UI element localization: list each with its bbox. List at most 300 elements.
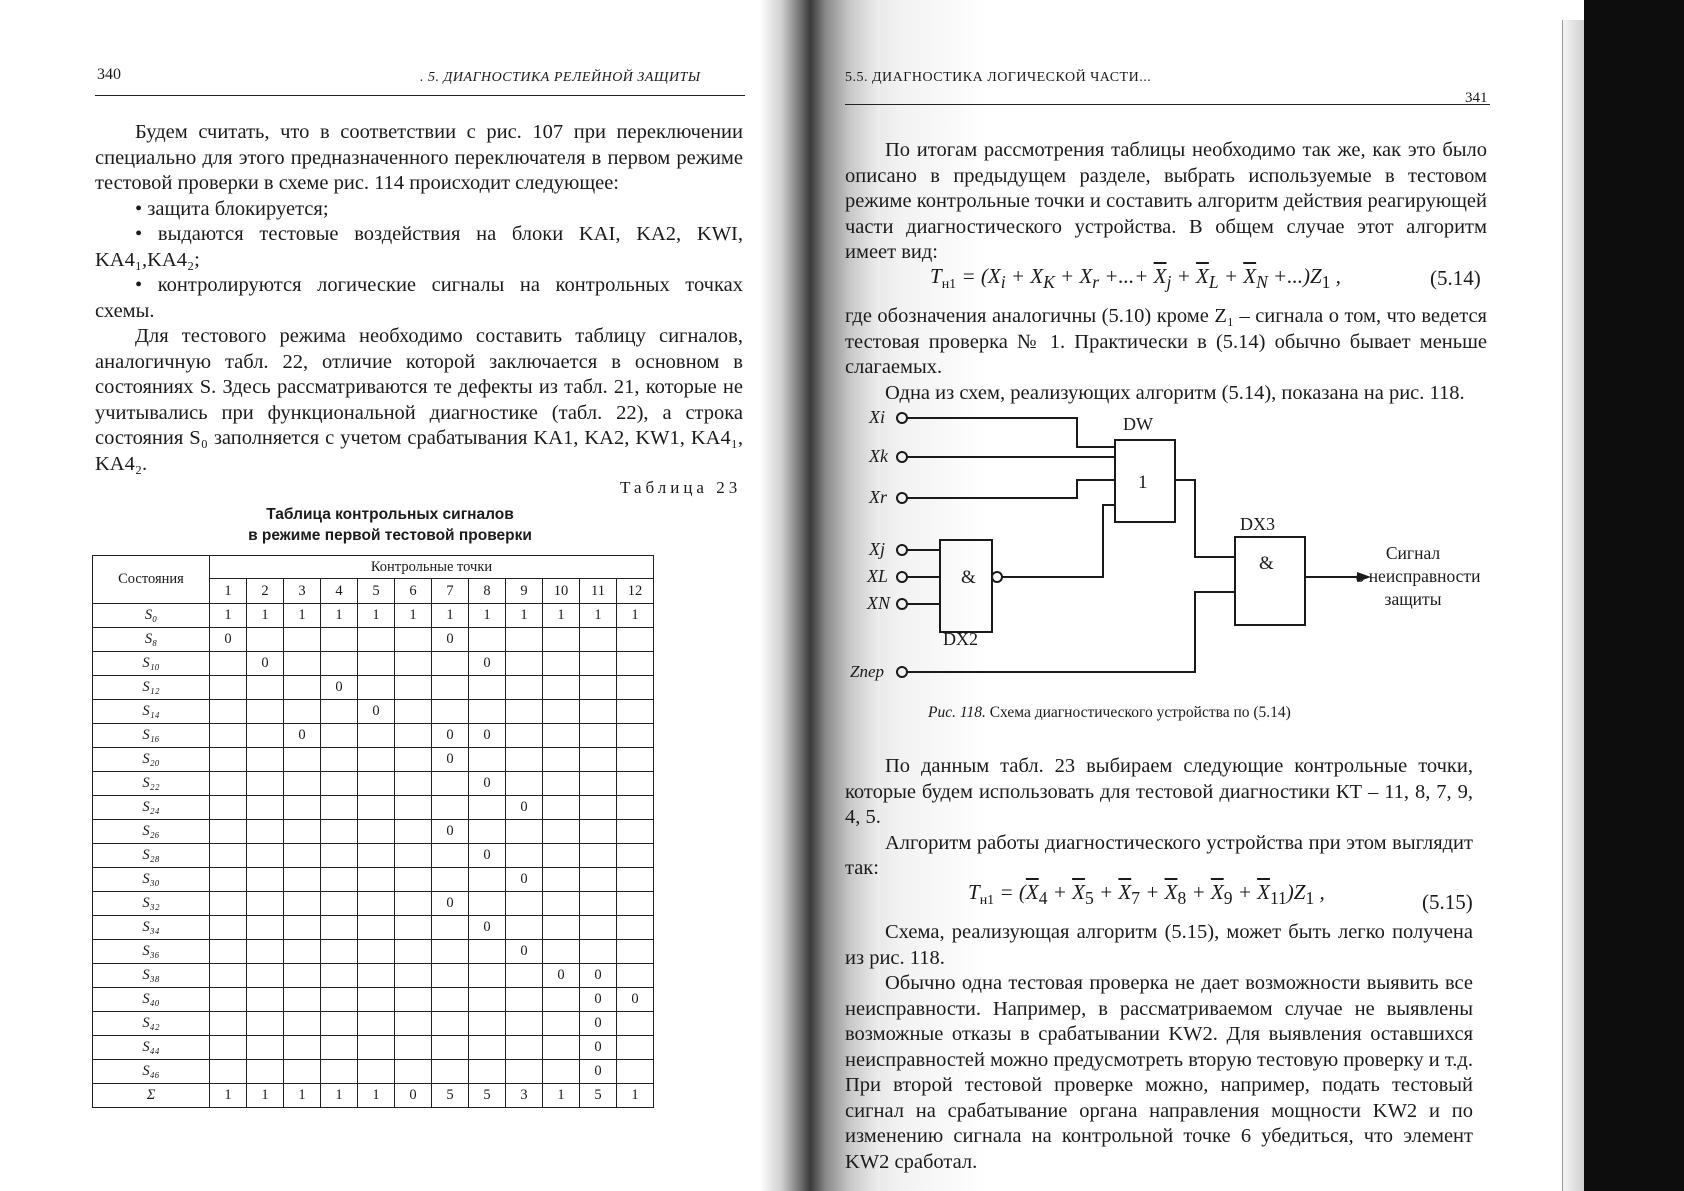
signal-cell [469,700,506,724]
signal-cell [210,676,247,700]
signal-cell: 1 [358,604,395,628]
table-row [93,892,654,916]
state-cell: S₂₂ [93,772,210,796]
signal-cell [506,1060,543,1084]
table-title [180,504,600,546]
signal-cell [506,652,543,676]
table-row [93,628,654,652]
table-row [93,772,654,796]
signal-cell [543,844,580,868]
figure-caption-text: Схема диагностического устройства по (5.14) [989,704,1291,721]
signal-cell [284,676,321,700]
figure-caption-number: Рис. 118. [928,704,986,721]
signal-cell [617,892,654,916]
signal-cell: 1 [395,604,432,628]
state-cell: S₁₀ [93,652,210,676]
signal-cell [617,700,654,724]
signal-cell [580,892,617,916]
state-cell: S₁₆ [93,724,210,748]
right-text-block-2 [845,304,1487,406]
signal-cell [469,628,506,652]
signal-cell: 5 [469,1084,506,1108]
column-number: 4 [321,579,358,604]
signal-cell [543,652,580,676]
signal-cell [358,1036,395,1060]
signal-cell [321,1036,358,1060]
inverter-bubble [992,572,1002,582]
signal-cell [617,820,654,844]
signal-cell [617,772,654,796]
signal-cell [358,988,395,1012]
signal-cell [469,940,506,964]
signal-cell [543,916,580,940]
signal-cell [395,940,432,964]
signal-cell [506,772,543,796]
gate-symbol: 1 [1138,472,1148,493]
signal-cell [321,748,358,772]
signal-cell: 0 [469,652,506,676]
signal-cell [580,676,617,700]
signal-cell [284,700,321,724]
signal-cell [321,724,358,748]
signal-cell: 0 [506,940,543,964]
signal-cell [506,964,543,988]
signal-cell [284,772,321,796]
signal-cell: 1 [284,604,321,628]
signal-cell: 0 [580,1036,617,1060]
signal-cell: 0 [506,796,543,820]
signal-cell [395,964,432,988]
signal-cell [247,772,284,796]
signal-cell [432,844,469,868]
paragraph: Будем считать, что в соответствии с рис. 107 при переключении специально для этого предназначенного переключателя в первом режиме тестовой проверки в схеме рис. 114 происходит следующее: [95,121,743,194]
signal-cell: 0 [321,676,358,700]
signal-cell [543,1036,580,1060]
signal-cell [247,988,284,1012]
signal-cell: 1 [247,1084,284,1108]
input-label: XN [867,593,891,613]
column-number: 9 [506,579,543,604]
signal-cell [321,892,358,916]
signal-cell [284,988,321,1012]
signal-cell [210,844,247,868]
signal-cell [617,748,654,772]
signal-cell: 0 [432,724,469,748]
signal-cell [321,868,358,892]
signal-cell [395,988,432,1012]
signal-cell [506,1012,543,1036]
signal-cell [358,916,395,940]
signal-cell: 0 [432,820,469,844]
input-label: XL [867,566,889,586]
signal-cell [358,748,395,772]
signal-cell [617,844,654,868]
signal-cell: 0 [469,772,506,796]
equation-number: (5.14) [1430,266,1481,290]
bullet-item: • защита блокируется; [135,197,329,220]
signal-cell: 1 [321,604,358,628]
state-cell: S₂₆ [93,820,210,844]
signal-cell [469,820,506,844]
signal-cell [469,964,506,988]
signal-cell [321,652,358,676]
signal-cell: 0 [432,748,469,772]
signal-cell [432,676,469,700]
signal-cell [321,988,358,1012]
table-row [93,724,654,748]
signal-cell [358,820,395,844]
gate-label: DX2 [943,629,978,649]
signal-cell [395,748,432,772]
signal-cell [210,820,247,844]
signal-cell [506,628,543,652]
signal-cell [580,772,617,796]
signal-cell: 1 [469,604,506,628]
state-cell: S₁₂ [93,676,210,700]
signal-cell [210,652,247,676]
input-label: Xr [869,487,887,507]
table-row [93,988,654,1012]
signal-cell [395,892,432,916]
signal-cell [543,868,580,892]
table-row [93,1012,654,1036]
state-cell: S₂₀ [93,748,210,772]
paragraph: Одна из схем, реализующих алгоритм (5.14), показана на рис. 118. [885,381,1465,404]
table-number-label: Таблица 23 [620,478,742,497]
table-row [93,748,654,772]
table-row [93,916,654,940]
signal-cell [247,892,284,916]
signal-cell [469,988,506,1012]
signal-cell [321,796,358,820]
signal-cell [321,628,358,652]
signal-cell [580,868,617,892]
column-number: 8 [469,579,506,604]
table-row [93,676,654,700]
state-cell: S₂₈ [93,844,210,868]
output-label: защиты [1384,589,1442,609]
signal-cell [617,916,654,940]
signal-cell [432,988,469,1012]
signal-cell [247,868,284,892]
state-cell: S₀ [93,604,210,628]
signal-cell [432,916,469,940]
column-number: 7 [432,579,469,604]
logic-circuit-diagram [845,405,1495,700]
signal-cell [210,868,247,892]
table-row [93,868,654,892]
signal-cell [469,892,506,916]
signal-cell [395,724,432,748]
signal-cell [543,628,580,652]
signal-cell [395,844,432,868]
signal-cell [395,1036,432,1060]
scan-border [1584,0,1684,1191]
signal-cell [617,868,654,892]
equation-number: (5.15) [1422,890,1473,914]
signal-cell [247,964,284,988]
signal-cell: 1 [321,1084,358,1108]
signal-cell [395,1012,432,1036]
signal-cell [580,916,617,940]
state-cell: S₄₀ [93,988,210,1012]
signal-cell [358,844,395,868]
control-signals-table [92,555,654,1108]
column-number: 12 [617,579,654,604]
right-text-block-3 [845,754,1473,882]
output-label: Сигнал [1385,543,1441,563]
signal-cell: 1 [617,1084,654,1108]
signal-cell [284,796,321,820]
page-number-right: 341 [1465,90,1488,106]
signal-cell: 1 [247,604,284,628]
table-row [93,820,654,844]
signal-cell: 0 [395,1084,432,1108]
signal-cell [284,820,321,844]
state-cell: Σ [93,1084,210,1108]
signal-cell: 0 [358,700,395,724]
signal-cell: 1 [210,604,247,628]
signal-cell [358,772,395,796]
table-row [93,1036,654,1060]
signal-cell: 1 [617,604,654,628]
signal-cell [617,940,654,964]
signal-cell [617,1036,654,1060]
signal-cell [321,1060,358,1084]
signal-cell [284,628,321,652]
paragraph: Для тестового режима необходимо составить таблицу сигналов, аналогичную табл. 22, отличие которой заключается в основном в состояниях S. Здесь рассматриваются те дефекты из табл. 21, которые не учитывались при функциональной диагностике (табл. 22), а строка состояния S₀ заполняется с учетом срабатывания KA1, KA2, KW1, KA4₁, KA4₂. [95,325,743,475]
signal-cell [617,628,654,652]
signal-cell [247,628,284,652]
signal-cell: 0 [469,916,506,940]
signal-cell [617,676,654,700]
signal-cell: 0 [580,964,617,988]
gate-label: DX3 [1240,514,1275,534]
state-cell: S₁₄ [93,700,210,724]
signal-cell: 5 [580,1084,617,1108]
signal-cell [580,748,617,772]
column-number: 1 [210,579,247,604]
signal-cell: 0 [432,892,469,916]
signal-cell: 0 [543,964,580,988]
signal-cell: 0 [580,988,617,1012]
bullet-item: • контролируются логические сигналы на контрольных точках схемы. [95,274,743,322]
header-rule-right [845,104,1490,105]
signal-cell [358,1012,395,1036]
running-head-left: . 5. ДИАГНОСТИКА РЕЛЕЙНОЙ ЗАЩИТЫ [420,70,701,85]
paragraph: По данным табл. 23 выбираем следующие контрольные точки, которые будем использовать для тестовой диагностики КТ – 11, 8, 7, 9, 4, 5. [845,755,1473,828]
signal-cell [358,796,395,820]
signal-cell [210,748,247,772]
signal-cell [247,1060,284,1084]
table-row [93,964,654,988]
signal-cell [358,964,395,988]
signal-cell [395,652,432,676]
signal-cell [284,1036,321,1060]
signal-cell [617,964,654,988]
signal-cell [210,964,247,988]
signal-cell [469,1036,506,1060]
signal-cell [469,676,506,700]
signal-cell [284,940,321,964]
state-cell: S₃₄ [93,916,210,940]
signal-cell: 0 [469,844,506,868]
signal-cell [210,700,247,724]
signal-cell [580,628,617,652]
signal-cell: 1 [210,1084,247,1108]
signal-cell [210,724,247,748]
signal-cell [358,628,395,652]
state-cell: S₄₂ [93,1012,210,1036]
state-cell: S₈ [93,628,210,652]
signal-cell: 1 [543,604,580,628]
signal-cell: 5 [432,1084,469,1108]
control-points-header: Контрольные точки [210,556,654,579]
signal-cell [432,1060,469,1084]
signal-cell [247,820,284,844]
signal-cell [358,652,395,676]
table-title-line: в режиме первой тестовой проверки [248,527,532,544]
signal-cell: 1 [543,1084,580,1108]
signal-cell [210,1036,247,1060]
signal-cell [321,844,358,868]
signal-cell [506,748,543,772]
state-cell: S₄₄ [93,1036,210,1060]
signal-cell [506,916,543,940]
signal-cell [247,724,284,748]
signal-cell [617,1060,654,1084]
signal-cell [469,1060,506,1084]
signal-cell [284,916,321,940]
signal-cell [210,988,247,1012]
signal-cell [395,868,432,892]
state-column-header: Состояния [93,556,210,604]
signal-cell [506,700,543,724]
signal-cell [247,676,284,700]
signal-cell [432,652,469,676]
signal-cell [432,700,469,724]
state-cell: S₃₈ [93,964,210,988]
signal-cell [543,676,580,700]
signal-cell [432,796,469,820]
signal-cell [395,700,432,724]
signal-cell [321,772,358,796]
right-text-block-1 [845,138,1487,266]
signal-cell [617,796,654,820]
signal-cell [395,796,432,820]
table-row [93,844,654,868]
signal-cell [358,676,395,700]
signal-cell [395,676,432,700]
equation-5-15: $T_{н1} = (\overline{X}_4 + \overline{X}_5 + \overline{X}_7 + \overline{X}_8 + \overline{X}_9 + \overline{X}_{11})Z_1$ , [968,880,1325,909]
signal-cell [247,1036,284,1060]
signal-cell [506,892,543,916]
column-number: 6 [395,579,432,604]
signal-cell [506,988,543,1012]
state-cell: S₃₂ [93,892,210,916]
signal-cell [321,940,358,964]
table-row [93,700,654,724]
signal-cell [284,868,321,892]
signal-cell [284,964,321,988]
signal-cell: 0 [432,628,469,652]
signal-cell [321,916,358,940]
signal-cell [506,724,543,748]
signal-cell [580,940,617,964]
signal-cell [580,796,617,820]
table-row [93,604,654,628]
signal-cell [247,796,284,820]
column-number: 5 [358,579,395,604]
signal-cell [358,868,395,892]
column-number: 10 [543,579,580,604]
signal-cell [247,844,284,868]
bullet-item: • выдаются тестовые воздействия на блоки KAI, KA2, KWI, KA4₁,KA4₂; [95,223,743,271]
signal-cell [321,964,358,988]
signal-cell [506,676,543,700]
input-label: Xk [869,446,888,466]
signal-cell [617,724,654,748]
signal-cell [321,1012,358,1036]
paragraph: По итогам рассмотрения таблицы необходимо так же, как это было описано в предыдущем разделе, выбрать используемые в тестовом режиме контрольные точки и составить алгоритм действия реагирующей части диагностического устройства. В общем случае этот алгоритм имеет вид: [845,139,1487,263]
signal-cell [432,1012,469,1036]
signal-cell: 0 [469,724,506,748]
signal-cell [358,892,395,916]
signal-cell [432,868,469,892]
page-edge [1562,20,1585,1191]
signal-cell [580,700,617,724]
signal-cell: 1 [506,604,543,628]
signal-cell [543,772,580,796]
signal-cell [543,988,580,1012]
signal-cell [617,1012,654,1036]
signal-cell [358,724,395,748]
signal-cell [358,940,395,964]
signal-cell [506,844,543,868]
signal-cell: 0 [210,628,247,652]
signal-cell: 0 [580,1012,617,1036]
signal-cell [543,940,580,964]
table-row [93,652,654,676]
figure-caption [928,704,1291,722]
signal-cell [469,1012,506,1036]
column-number: 2 [247,579,284,604]
signal-cell: 1 [358,1084,395,1108]
signal-cell [247,700,284,724]
signal-cell [395,1060,432,1084]
signal-cell [395,628,432,652]
signal-cell [210,940,247,964]
signal-cell [580,724,617,748]
signal-cell: 3 [506,1084,543,1108]
signal-cell [210,1012,247,1036]
state-cell: S₂₄ [93,796,210,820]
signal-cell [580,820,617,844]
signal-cell: 0 [247,652,284,676]
table-body [93,604,654,1108]
gate-symbol: & [961,567,976,588]
paragraph: где обозначения аналогичны (5.10) кроме Z₁ – сигнала о том, что ведется тестовая проверка № 1. Практически в (5.14) обычно бывает меньше слагаемых. [845,305,1487,378]
input-label: Zпер [850,662,884,681]
paragraph: Схема, реализующая алгоритм (5.15), может быть легко получена из рис. 118. [845,921,1473,969]
signal-cell [210,892,247,916]
state-cell: S₄₆ [93,1060,210,1084]
signal-cell [432,940,469,964]
signal-cell [543,820,580,844]
signal-cell [543,724,580,748]
state-cell: S₃₀ [93,868,210,892]
signal-cell [395,916,432,940]
